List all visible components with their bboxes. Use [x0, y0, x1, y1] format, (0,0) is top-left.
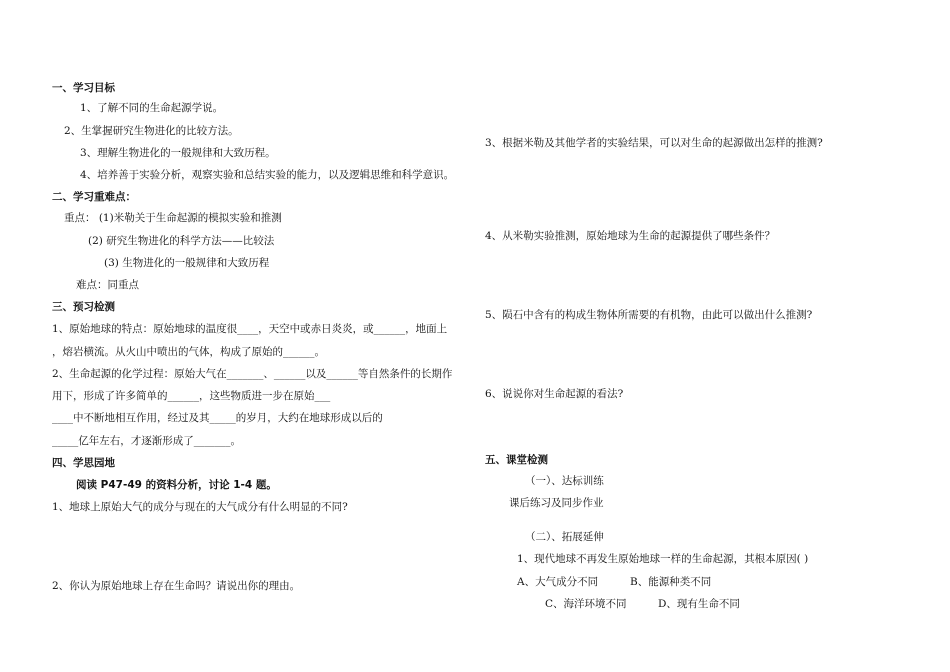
option-a: A、大气成分不同	[517, 576, 599, 588]
preview-line-1: 1、原始地球的特点：原始地球的温度很____，天空中或赤日炎炎，或______，地面上	[52, 323, 448, 335]
preview-line-5: ____中不断地相互作用，经过及其_____的岁月，大约在地球形成以后的	[52, 412, 383, 424]
section-1-title: 一、学习目标	[52, 82, 115, 94]
subsection-1-title: （一）、达标训练	[525, 475, 604, 487]
objective-item-2: 2、生掌握研究生物进化的比较方法。	[64, 125, 239, 137]
key-point-2: (2) 研究生物进化的科学方法——比较法	[88, 235, 275, 247]
option-b: B、能源种类不同	[630, 576, 712, 588]
section-5-title: 五、课堂检测	[485, 454, 548, 466]
discussion-q4: 4、从米勒实验推测，原始地球为生命的起源提供了哪些条件？	[485, 230, 776, 242]
section-4-title: 四、学思园地	[52, 457, 115, 469]
preview-line-4: 用下，形成了许多简单的______，这些物质进一步在原始___	[52, 390, 331, 402]
preview-line-3: 2、生命起源的化学过程：原始大气在_______、______以及______等自然条件的长期作	[52, 368, 453, 380]
section-2-title: 二、学习重难点：	[52, 191, 136, 203]
discussion-q1: 1、地球上原始大气的成分与现在的大气成分有什么明显的不同?	[52, 501, 348, 513]
reading-instruction: 阅读 P47-49 的资料分析，讨论 1-4 题。	[76, 479, 277, 491]
section-3-title: 三、预习检测	[52, 301, 115, 313]
discussion-q2: 2、你认为原始地球上存在生命吗？请说出你的理由。	[52, 580, 301, 592]
objective-item-4: 4、培养善于实验分析，观察实验和总结实验的能力，以及逻辑思维和科学意识。	[80, 169, 455, 181]
difficulty-line: 难点：同重点	[76, 279, 139, 291]
preview-line-6: _____亿年左右，才逐渐形成了_______。	[52, 435, 241, 447]
objective-item-3: 3、理解生物进化的一般规律和大致历程。	[80, 147, 276, 159]
discussion-q6: 6、说说你对生命起源的看法?	[485, 388, 624, 400]
mc-question: 1、现代地球不再发生原始地球一样的生命起源，其根本原因( )	[517, 553, 809, 565]
subsection-1-text: 课后练习及同步作业	[509, 497, 604, 509]
key-point-1: 重点： (1)米勒关于生命起源的模拟实验和推测	[64, 212, 282, 224]
option-c: C、海洋环境不同	[545, 598, 627, 610]
objective-item-1: 1、了解不同的生命起源学说。	[80, 102, 224, 114]
subsection-2-title: （二）、拓展延伸	[525, 531, 604, 543]
discussion-q3: 3、根据米勒及其他学者的实验结果，可以对生命的起源做出怎样的推测?	[485, 137, 823, 149]
option-d: D、现有生命不同	[658, 598, 740, 610]
discussion-q5: 5、陨石中含有的构成生物体所需要的有机物，由此可以做出什么推测?	[485, 309, 813, 321]
preview-line-2: ，熔岩横流。从火山中喷出的气体，构成了原始的______。	[52, 346, 325, 358]
key-point-3: (3) 生物进化的一般规律和大致历程	[104, 257, 270, 269]
